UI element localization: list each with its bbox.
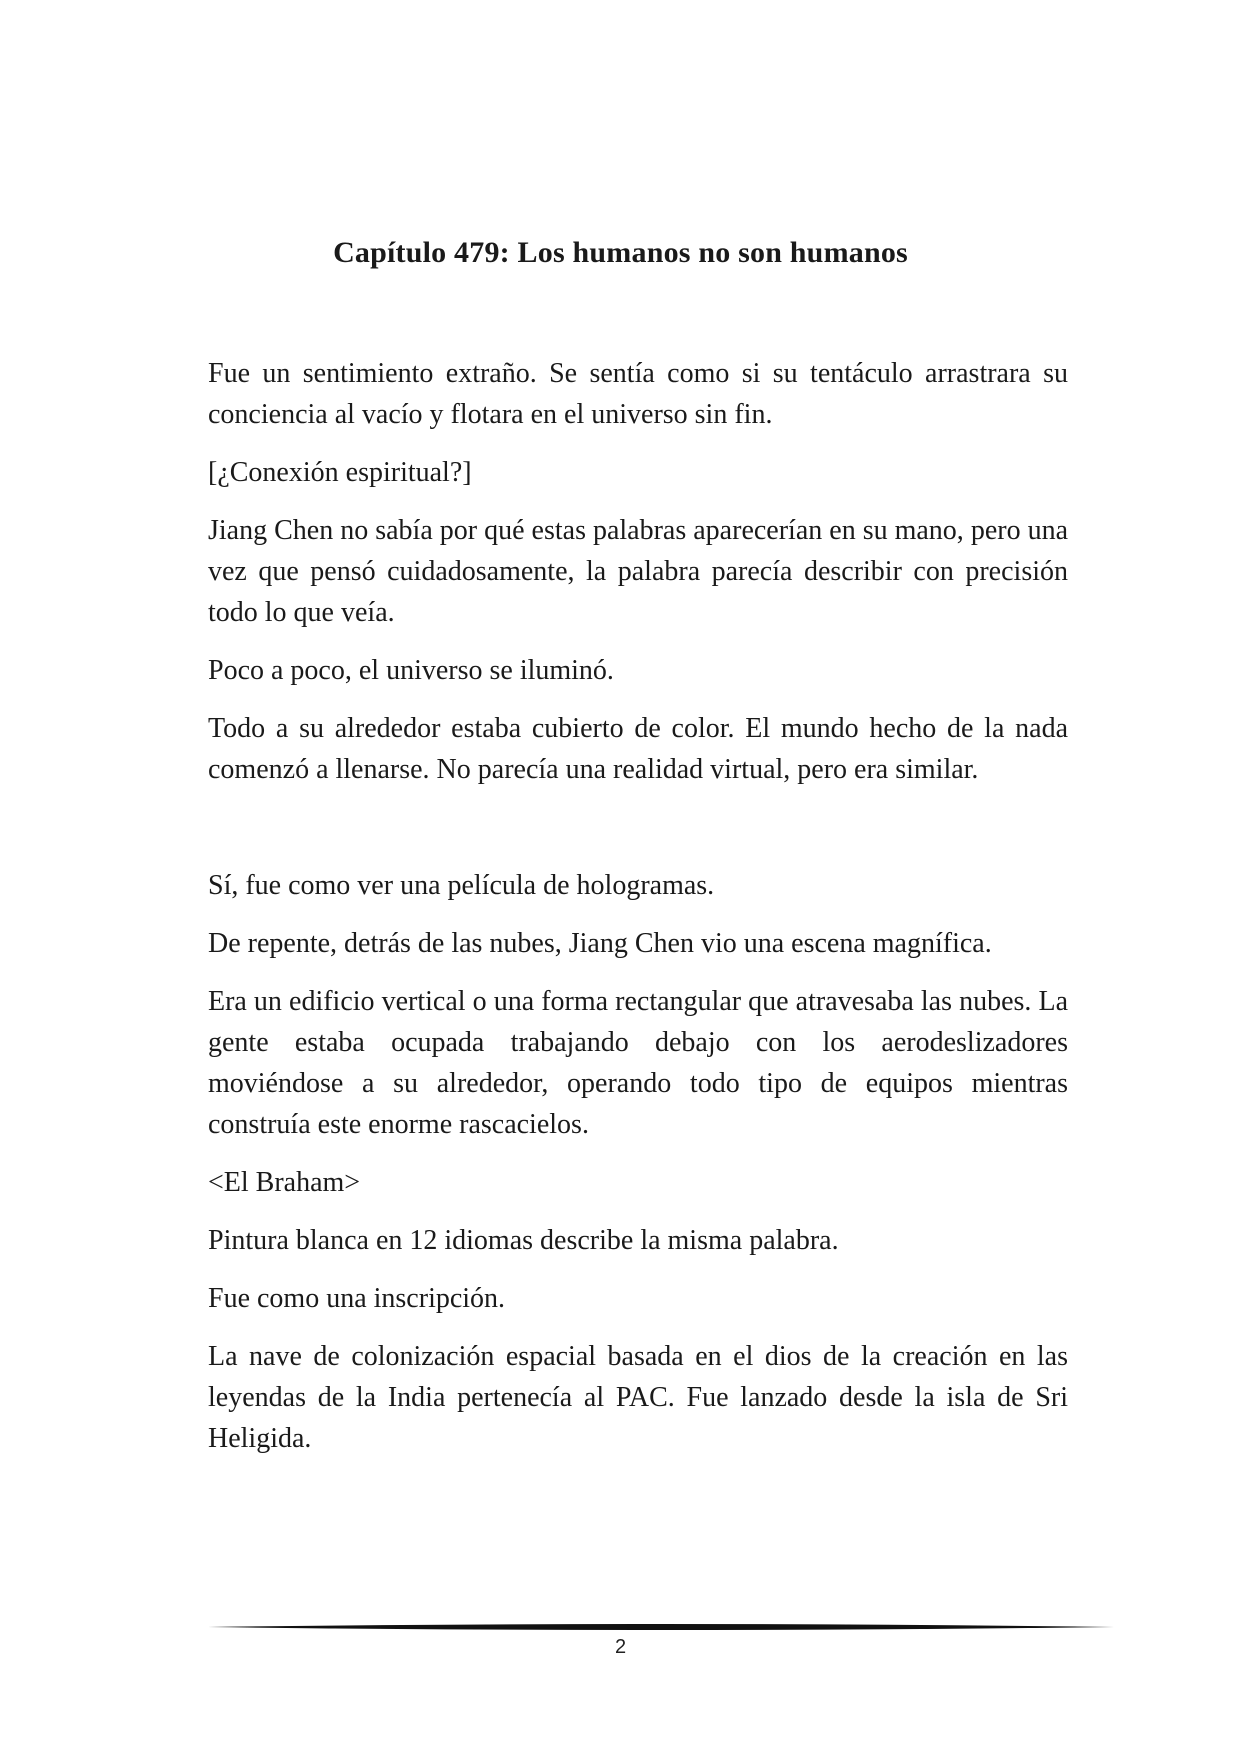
- paragraph: La nave de colonización espacial basada en el dios de la creación en las leyendas de la India pertenecía al PAC. Fue lanzado desde la isla de Sri Heligida.: [208, 1341, 1068, 1454]
- paragraph: Pintura blanca en 12 idiomas describe la misma palabra.: [208, 1225, 839, 1256]
- paragraph: Fue un sentimiento extraño. Se sentía como si su tentáculo arrastrara su conciencia al vacío y flotara en el universo sin fin.: [208, 358, 1068, 430]
- paragraph: Poco a poco, el universo se iluminó.: [208, 655, 614, 686]
- paragraph: Fue como una inscripción.: [208, 1283, 506, 1314]
- paragraph: Era un edificio vertical o una forma rectangular que atravesaba las nubes. La gente estaba ocupada trabajando debajo con los aerodeslizadores moviéndose a su alrededor, operando todo tipo de equipos mientras construía este enorme rascacielos.: [208, 986, 1068, 1140]
- paragraph: [¿Conexión espiritual?]: [208, 457, 472, 488]
- page-number: 2: [614, 1636, 627, 1658]
- paragraph: Todo a su alrededor estaba cubierto de color. El mundo hecho de la nada comenzó a llenarse. No parecía una realidad virtual, pero era similar.: [208, 713, 1068, 785]
- paragraph: <El Braham>: [208, 1167, 361, 1198]
- paragraph: De repente, detrás de las nubes, Jiang Chen vio una escena magnífica.: [208, 928, 992, 959]
- paragraph: Jiang Chen no sabía por qué estas palabras aparecerían en su mano, pero una vez que pensó cuidadosamente, la palabra parecía describir con precisión todo lo que veía.: [208, 515, 1068, 628]
- chapter-title: Capítulo 479: Los humanos no son humanos: [333, 236, 908, 269]
- chapter-body: [208, 353, 1068, 1476]
- paragraph: Sí, fue como ver una película de hologramas.: [208, 870, 715, 901]
- footer-divider: [208, 1622, 1114, 1632]
